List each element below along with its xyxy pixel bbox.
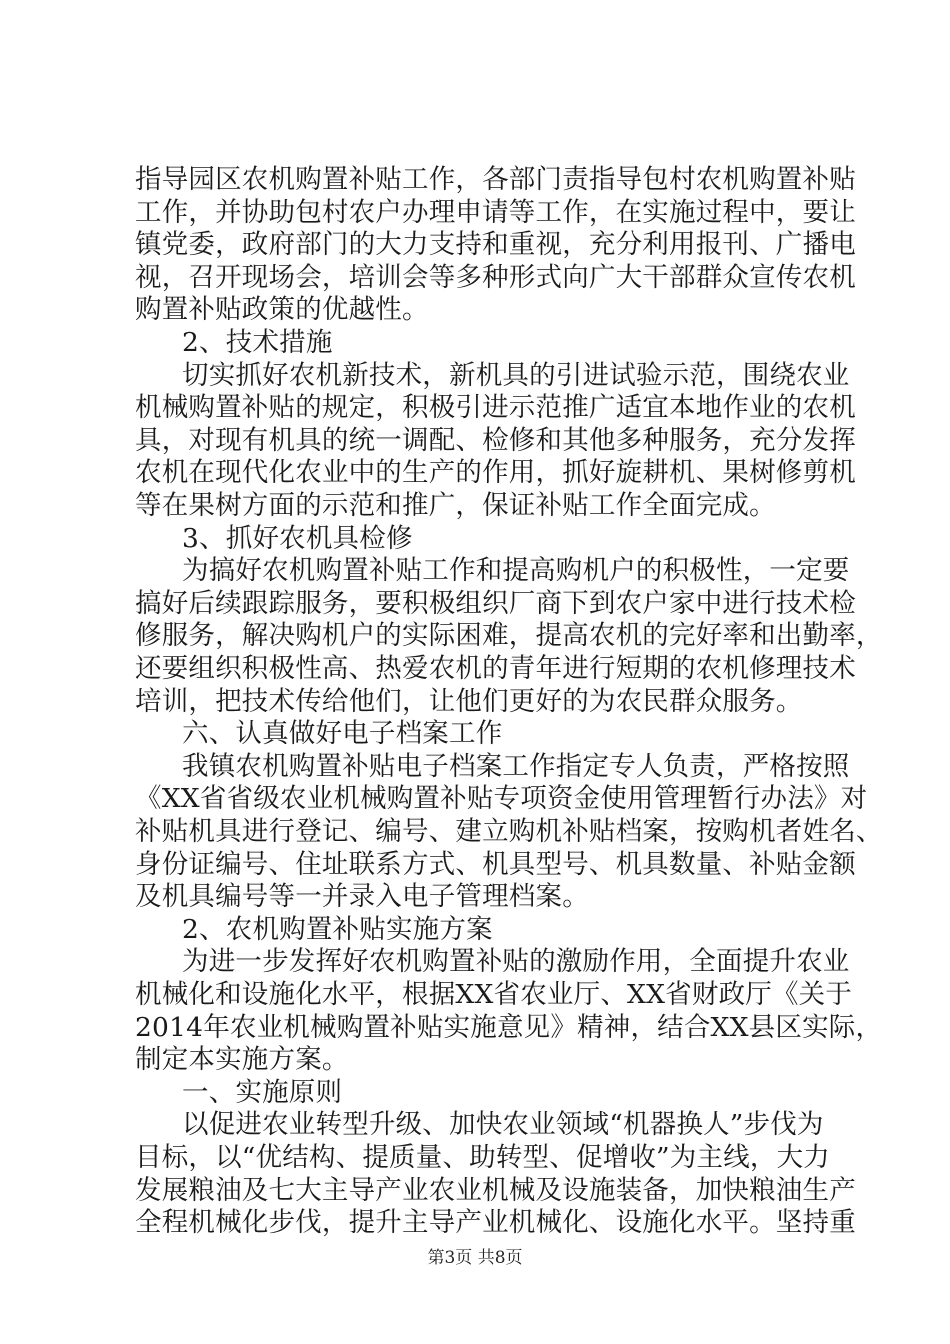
text-line: 还要组织积极性高、热爱农机的青年进行短期的农机修理技术 [135, 653, 856, 684]
text-line: 农机在现代化农业中的生产的作用，抓好旋耕机、果树修剪机 [135, 457, 856, 489]
section-heading: 3、抓好农机具检修 [182, 522, 413, 554]
text-line: 机械化和设施化水平，根据XX省农业厅、XX省财政厅《关于 [135, 979, 853, 1010]
text-line: 切实抓好农机新技术，新机具的引进试验示范，围绕农业 [182, 359, 850, 391]
text-line: 镇党委，政府部门的大力支持和重视，充分利用报刊、广播电 [135, 229, 856, 261]
section-heading: 2、技术措施 [182, 327, 333, 358]
text-line: 制定本实施方案。 [135, 1044, 349, 1076]
text-line: 机械购置补贴的规定，积极引进示范推广适宜本地作业的农机 [135, 392, 856, 424]
text-line: 为进一步发挥好农机购置补贴的激励作用，全面提升农业 [182, 946, 850, 978]
text-line: 补贴机具进行登记、编号、建立购机补贴档案，按购机者姓名、 [135, 816, 883, 847]
text-line: 为搞好农机购置补贴工作和提高购机户的积极性，一定要 [182, 555, 850, 587]
text-line: 我镇农机购置补贴电子档案工作指定专人负责，严格按照 [182, 750, 850, 782]
text-line: 修服务，解决购机户的实际困难，提高农机的完好率和出勤率， [135, 620, 883, 652]
text-line: 购置补贴政策的优越性。 [135, 294, 429, 326]
text-line: 培训，把技术传给他们，让他们更好的为农民群众服务。 [135, 685, 803, 717]
text-line: 搞好后续跟踪服务，要积极组织厂商下到农户家中进行技术检 [135, 587, 856, 619]
text-line: 工作，并协助包村农户办理申请等工作，在实施过程中，要让 [135, 196, 856, 228]
text-line: 《XX省省级农业机械购置补贴专项资金使用管理暂行办法》对 [135, 783, 868, 815]
text-line: 等在果树方面的示范和推广，保证补贴工作全面完成。 [135, 490, 776, 521]
section-heading: 六、认真做好电子档案工作 [182, 718, 503, 750]
section-heading: 一、实施原则 [182, 1076, 343, 1108]
text-line: 身份证编号、住址联系方式、机具型号、机具数量、补贴金额 [135, 848, 856, 880]
text-line: 目标，以“优结构、提质量、助转型、促增收”为主线，大力 [135, 1142, 830, 1173]
text-line: 视，召开现场会，培训会等多种形式向广大干部群众宣传农机 [135, 261, 856, 293]
text-line: 发展粮油及七大主导产业农业机械及设施装备，加快粮油生产 [135, 1174, 856, 1206]
text-line: 2014年农业机械购置补贴实施意见》精神，结合XX县区实际， [135, 1011, 883, 1043]
text-line: 具，对现有机具的统一调配、检修和其他多种服务，充分发挥 [135, 424, 856, 456]
text-line: 以促进农业转型升级、加快农业领域“机器换人”步伐为 [182, 1109, 824, 1141]
text-line: 全程机械化步伐，提升主导产业机械化、设施化水平。坚持重 [135, 1207, 856, 1239]
text-line: 及机具编号等一并录入电子管理档案。 [135, 881, 589, 913]
page-number-footer: 第3页 共8页 [427, 1248, 523, 1268]
section-heading: 2、农机购置补贴实施方案 [182, 913, 493, 945]
text-line: 指导园区农机购置补贴工作，各部门责指导包村农机购置补贴 [135, 164, 856, 195]
